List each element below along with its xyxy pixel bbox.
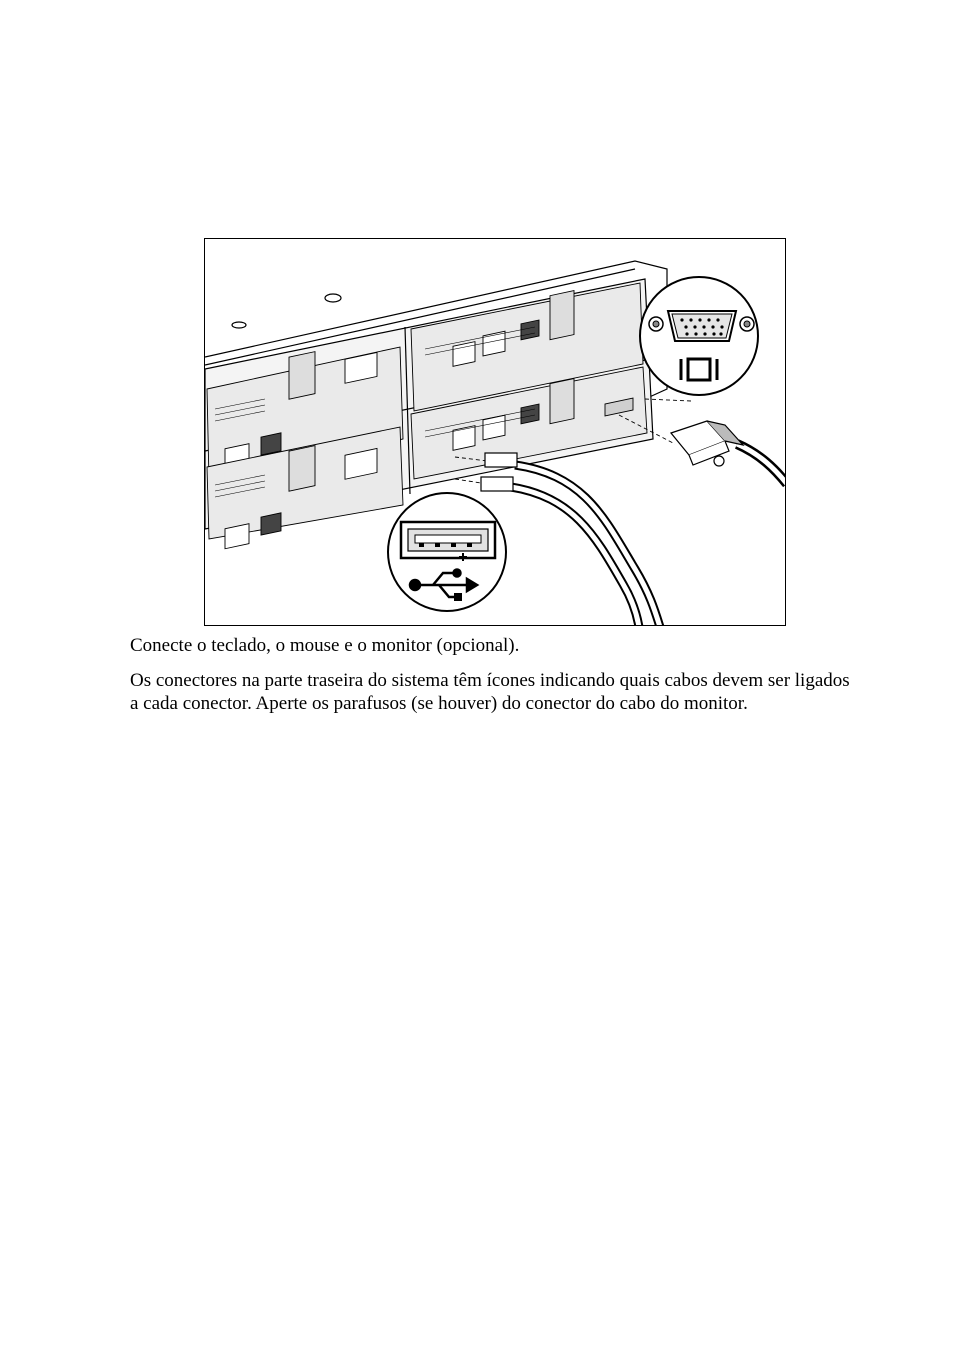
usb-cables <box>481 453 660 626</box>
server-connection-illustration <box>204 238 786 626</box>
instruction-paragraph: Os conectores na parte traseira do sistema têm ícones indicando quais cabos devem ser ligados a cada conector. Aperte os parafusos (se houver) do conector do cabo do monitor. <box>130 670 850 714</box>
usb-port-icon <box>401 522 495 558</box>
vga-callout <box>640 277 758 395</box>
vga-cable <box>671 421 786 484</box>
usb-callout <box>388 493 506 611</box>
figure-caption: Conecte o teclado, o mouse e o monitor (opcional). <box>130 635 520 656</box>
